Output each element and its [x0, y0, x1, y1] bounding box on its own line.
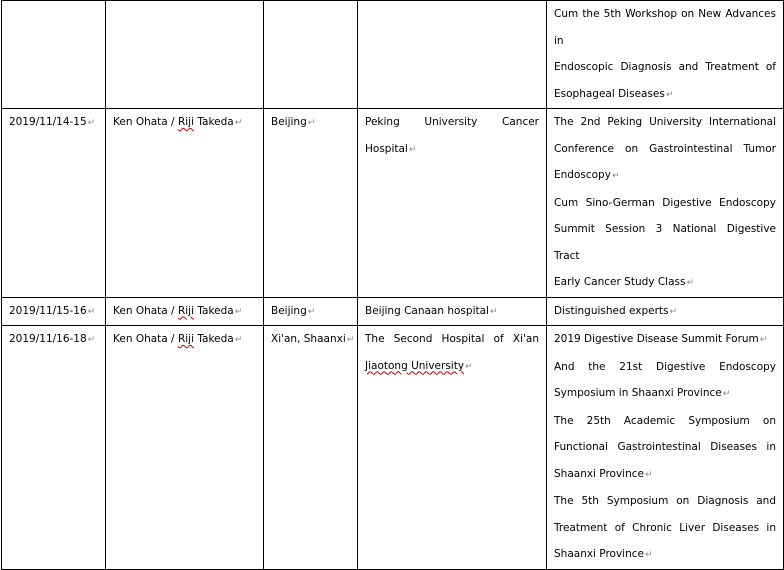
venue-cell [358, 326, 547, 570]
venue-line: Jiaotong University↵ [365, 359, 473, 372]
paragraph-mark: ↵ [669, 306, 678, 317]
paragraph-mark: ↵ [408, 144, 417, 155]
paragraph-mark: ↵ [722, 389, 731, 399]
doctor-cell: Ken Ohata / Riji Takeda↵ [106, 109, 264, 298]
event-line: Cum Sino-German Digestive Endoscopy [554, 196, 776, 209]
doctor-cell [106, 1, 264, 109]
date-cell: 2019/11/14-15↵ [2, 109, 106, 298]
paragraph-mark: ↵ [234, 335, 243, 345]
paragraph-mark: ↵ [87, 335, 96, 345]
paragraph-mark: ↵ [307, 118, 316, 128]
event-cell [547, 1, 784, 109]
paragraph-mark: ↵ [489, 306, 498, 317]
paragraph-mark: ↵ [307, 306, 316, 317]
event-line: Symposium in Shaanxi Province↵ [554, 387, 731, 399]
paragraph-mark: ↵ [346, 335, 355, 345]
event-line: The 2nd Peking University International [554, 116, 776, 128]
venue-line: The Second Hospital of Xi'an [365, 333, 539, 345]
event-line: Summit Session 3 National Digestive Tract [554, 223, 776, 262]
event-line: Early Cancer Study Class↵ [554, 276, 694, 288]
city-cell: Xi'an, Shaanxi↵ [264, 326, 358, 570]
table-row [2, 297, 784, 326]
event-line: The 5th Symposium on Diagnosis and [554, 495, 776, 507]
event-line: The 25th Academic Symposium on [554, 414, 776, 427]
event-line: And the 21st Digestive Endoscopy [554, 360, 776, 373]
event-cell [547, 326, 784, 570]
event-line: Endoscopy↵ [554, 169, 620, 181]
event-line: Esophageal Diseases↵ [554, 87, 674, 100]
event-line: Conference on Gastrointestinal Tumor [554, 142, 776, 155]
table-row [2, 326, 784, 570]
paragraph-mark: ↵ [611, 171, 620, 181]
paragraph-mark: ↵ [665, 89, 674, 100]
misspelled-word: Riji [177, 333, 194, 345]
schedule-table [1, 0, 784, 570]
doctor-cell: Ken Ohata / Riji Takeda↵ [106, 326, 264, 570]
paragraph-mark: ↵ [686, 278, 694, 288]
city-cell: Beijing↵ [264, 109, 358, 298]
paragraph-mark: ↵ [759, 335, 768, 345]
paragraph-mark: ↵ [465, 361, 473, 372]
date-cell [2, 1, 106, 109]
event-line: Treatment of Chronic Liver Diseases in [554, 521, 776, 534]
venue-cell [358, 1, 547, 109]
date-cell: 2019/11/16-18↵ [2, 326, 106, 570]
paragraph-mark: ↵ [645, 550, 653, 560]
paragraph-mark: ↵ [645, 469, 653, 480]
venue-cell: Peking University Cancer Hospital↵ [358, 109, 547, 298]
event-line: Shaanxi Province↵ [554, 467, 653, 480]
city-cell: Beijing↵ [264, 297, 358, 326]
event-line: Endoscopic Diagnosis and Treatment of [554, 61, 776, 73]
date-cell: 2019/11/15-16↵ [2, 297, 106, 326]
misspelled-word: Riji [177, 304, 194, 317]
paragraph-mark: ↵ [87, 306, 96, 317]
event-cell [547, 109, 784, 298]
doctor-cell: Ken Ohata / Riji Takeda↵ [106, 297, 264, 326]
paragraph-mark: ↵ [234, 306, 243, 317]
table-row [2, 109, 784, 298]
event-line: Shaanxi Province↵ [554, 548, 653, 560]
venue-cell: Beijing Canaan hospital↵ [358, 297, 547, 326]
event-line: Cum the 5th Workshop on New Advances in [554, 8, 776, 47]
table-row [2, 1, 784, 109]
event-line: 2019 Digestive Disease Summit Forum↵ [554, 333, 768, 345]
misspelled-word: Riji [177, 116, 194, 128]
city-cell [264, 1, 358, 109]
paragraph-mark: ↵ [87, 118, 96, 128]
event-cell: Distinguished experts↵ [547, 297, 784, 326]
paragraph-mark: ↵ [234, 118, 243, 128]
event-line: Functional Gastrointestinal Diseases in [554, 441, 776, 453]
